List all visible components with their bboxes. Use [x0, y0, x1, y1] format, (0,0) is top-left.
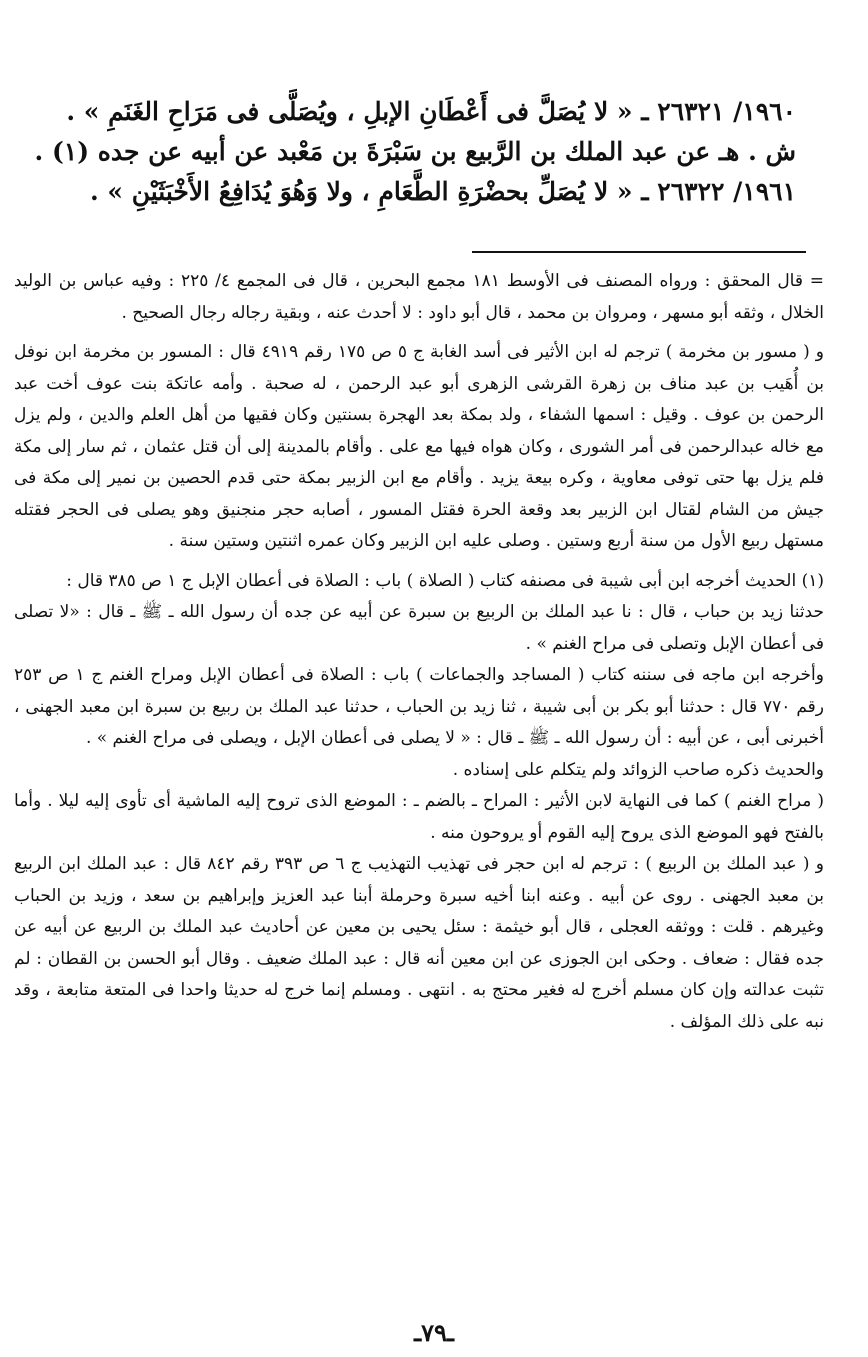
hadith-source-line: ش . هـ عن عبد الملك بن الرَّبيع بن سَبْرَةَ بن مَعْبد عن أبيه عن جده (١) . — [34, 137, 796, 166]
spacer — [14, 558, 824, 566]
footnote-paragraph: و ( عبد الملك بن الربيع ) : ترجم له ابن حجر فى تهذيب التهذيب ج ٦ ص ٣٩٣ رقم ٨٤٢ قال : عبد الملك ابن الربيع بن معبد الجهنى . روى عن أبيه . وعنه ابنا أخيه سبرة وحرملة أبنا عبد العزيز وإبراهيم بن سعد ، وزيد بن الحباب وغيرهم . قلت : ووثقه العجلى ، قال أبو خيثمة : سئل يحيى بن معين عن أحاديث عبد الملك بن الربيع عن أبيه عن جده فقال : ضعاف . وحكى ابن الجوزى عن ابن معين أنه قال : عبد الملك ضعيف . وقال أبو الحسن بن القطان : لم تثبت عدالته وإن كان مسلم أخرج له فغير محتج به . انتهى . ومسلم إنما خرج له حديثا واحدا فى المتعة متابعة ، وقد نبه على ذلك المؤلف . — [14, 854, 824, 1032]
page-number: ـ٧٩ـ — [414, 1318, 454, 1347]
footnote-paragraph: والحديث ذكره صاحب الزوائد ولم يتكلم على إسناده . — [452, 759, 824, 780]
footnote-paragraph: وأخرجه ابن ماجه فى سننه كتاب ( المساجد والجماعات ) باب : الصلاة فى أعطان الإبل ومراح الغنم ج ١ ص ٢٥٣ رقم ٧٧٠ قال : حدثنا أبو بكر بن أبى شيبة ، ثنا زيد بن الحباب ، حدثنا عبد الملك بن ربيع بن سبرة ابن معبد الجهنى ، أخبرنى أبى ، عن أبيه : أن رسول الله ـ ﷺ ـ قال : « لا يصلى فى أعطان الإبل ، ويصلى فى مراح الغنم » . — [14, 665, 824, 748]
footnote-paragraph: حدثنا زيد بن حباب ، قال : نا عبد الملك بن الربيع بن سبرة عن أبيه عن جده أن رسول الله ـ ﷺ ـ قال : «لا تصلى فى أعطان الإبل وتصلى فى مراح الغنم » . — [14, 602, 824, 654]
biography-miswar: و ( مسور بن مخرمة ) ترجم له ابن الأثير فى أسد الغابة ج ٥ ص ١٧٥ رقم ٤٩١٩ قال : المسور بن مخرمة ابن نوفل بن أُهَيب بن عبد مناف بن زهرة القرشى الزهرى أبو عبد الرحمن ، له صحبة . وأمه عاتكة بنت عوف أخت عبد الرحمن بن عوف . وقيل : اسمها الشفاء ، ولد بمكة بعد الهجرة بسنتين وكان فقيها من أهل العلم والدين ، ولم يزل مع خاله عبدالرحمن فى أمر الشورى ، وكان هواه فيها مع على . وأقام بالمدينة إلى أن قتل عثمان ، ثم سار إلى مكة فلم يزل بها حتى توفى معاوية ، وكره بيعة يزيد . وأقام مع ابن الزبير بمكة حتى قدم الحصين بن نمير إلى مكة فى جيش من الشام لقتال ابن الزبير بعد وقعة الحرة فقتل المسور ، أصابه حجر منجنيق وهو يصلى فى الحجر فقتله مستهل ربيع الأول من سنة أربع وستين . وصلى عليه ابن الزبير وكان عمره اثنتين وستين سنة . — [14, 342, 824, 551]
investigator-note-lead: = قال المحقق : ورواه المصنف فى الأوسط ١٨١ مجمع البحرين ، قال فى المجمع ٤/ ٢٢٥ : وفيه عباس بن — [58, 271, 825, 291]
hadith-line: ١٩٦٠/ ٢٦٣٢١ ـ « لا يُصَلَّ فى أَعْطَانِ الإبلِ ، ويُصَلَّى فى مَرَاحِ الغَنَمِ » . — [66, 97, 796, 126]
hadith-block — [34, 92, 796, 212]
hadith-line: ١٩٦١/ ٢٦٣٢٢ ـ « لا يُصَلِّ بحضْرَةِ الطَّعَامِ ، ولا وَهُوَ يُدَافِعُ الأَخْبَثَيْنِ » . — [89, 177, 796, 206]
footnotes-section — [14, 266, 824, 1038]
investigator-note — [14, 266, 824, 329]
footnote-separator-rule — [472, 251, 806, 253]
footnote-1 — [14, 566, 824, 598]
footnote-paragraph: ( مراح الغنم ) كما فى النهاية لابن الأثير : المراح ـ بالضم ـ : الموضع الذى تروح إليه الماشية أى تأوى إليه ليلا . وأما بالفتح فهو الموضع الذى يروح إليه القوم أو يروحون منه . — [14, 791, 824, 843]
footnote-first-line: الحديث أخرجه ابن أبى شيبة فى مصنفه كتاب ( الصلاة ) باب : الصلاة فى أعطان الإبل ج ١ ص ٣٨٥ قال : — [66, 570, 797, 591]
footnote-marker: (١) — [801, 570, 824, 591]
investigator-note-cont: الوليد الخلال ، وثقه أبو مسهر ، ومروان بن محمد ، قال أبو داود : لا أحدث عنه ، وبقية رجاله رجال الصحيح . — [14, 271, 824, 323]
spacer — [14, 329, 824, 337]
